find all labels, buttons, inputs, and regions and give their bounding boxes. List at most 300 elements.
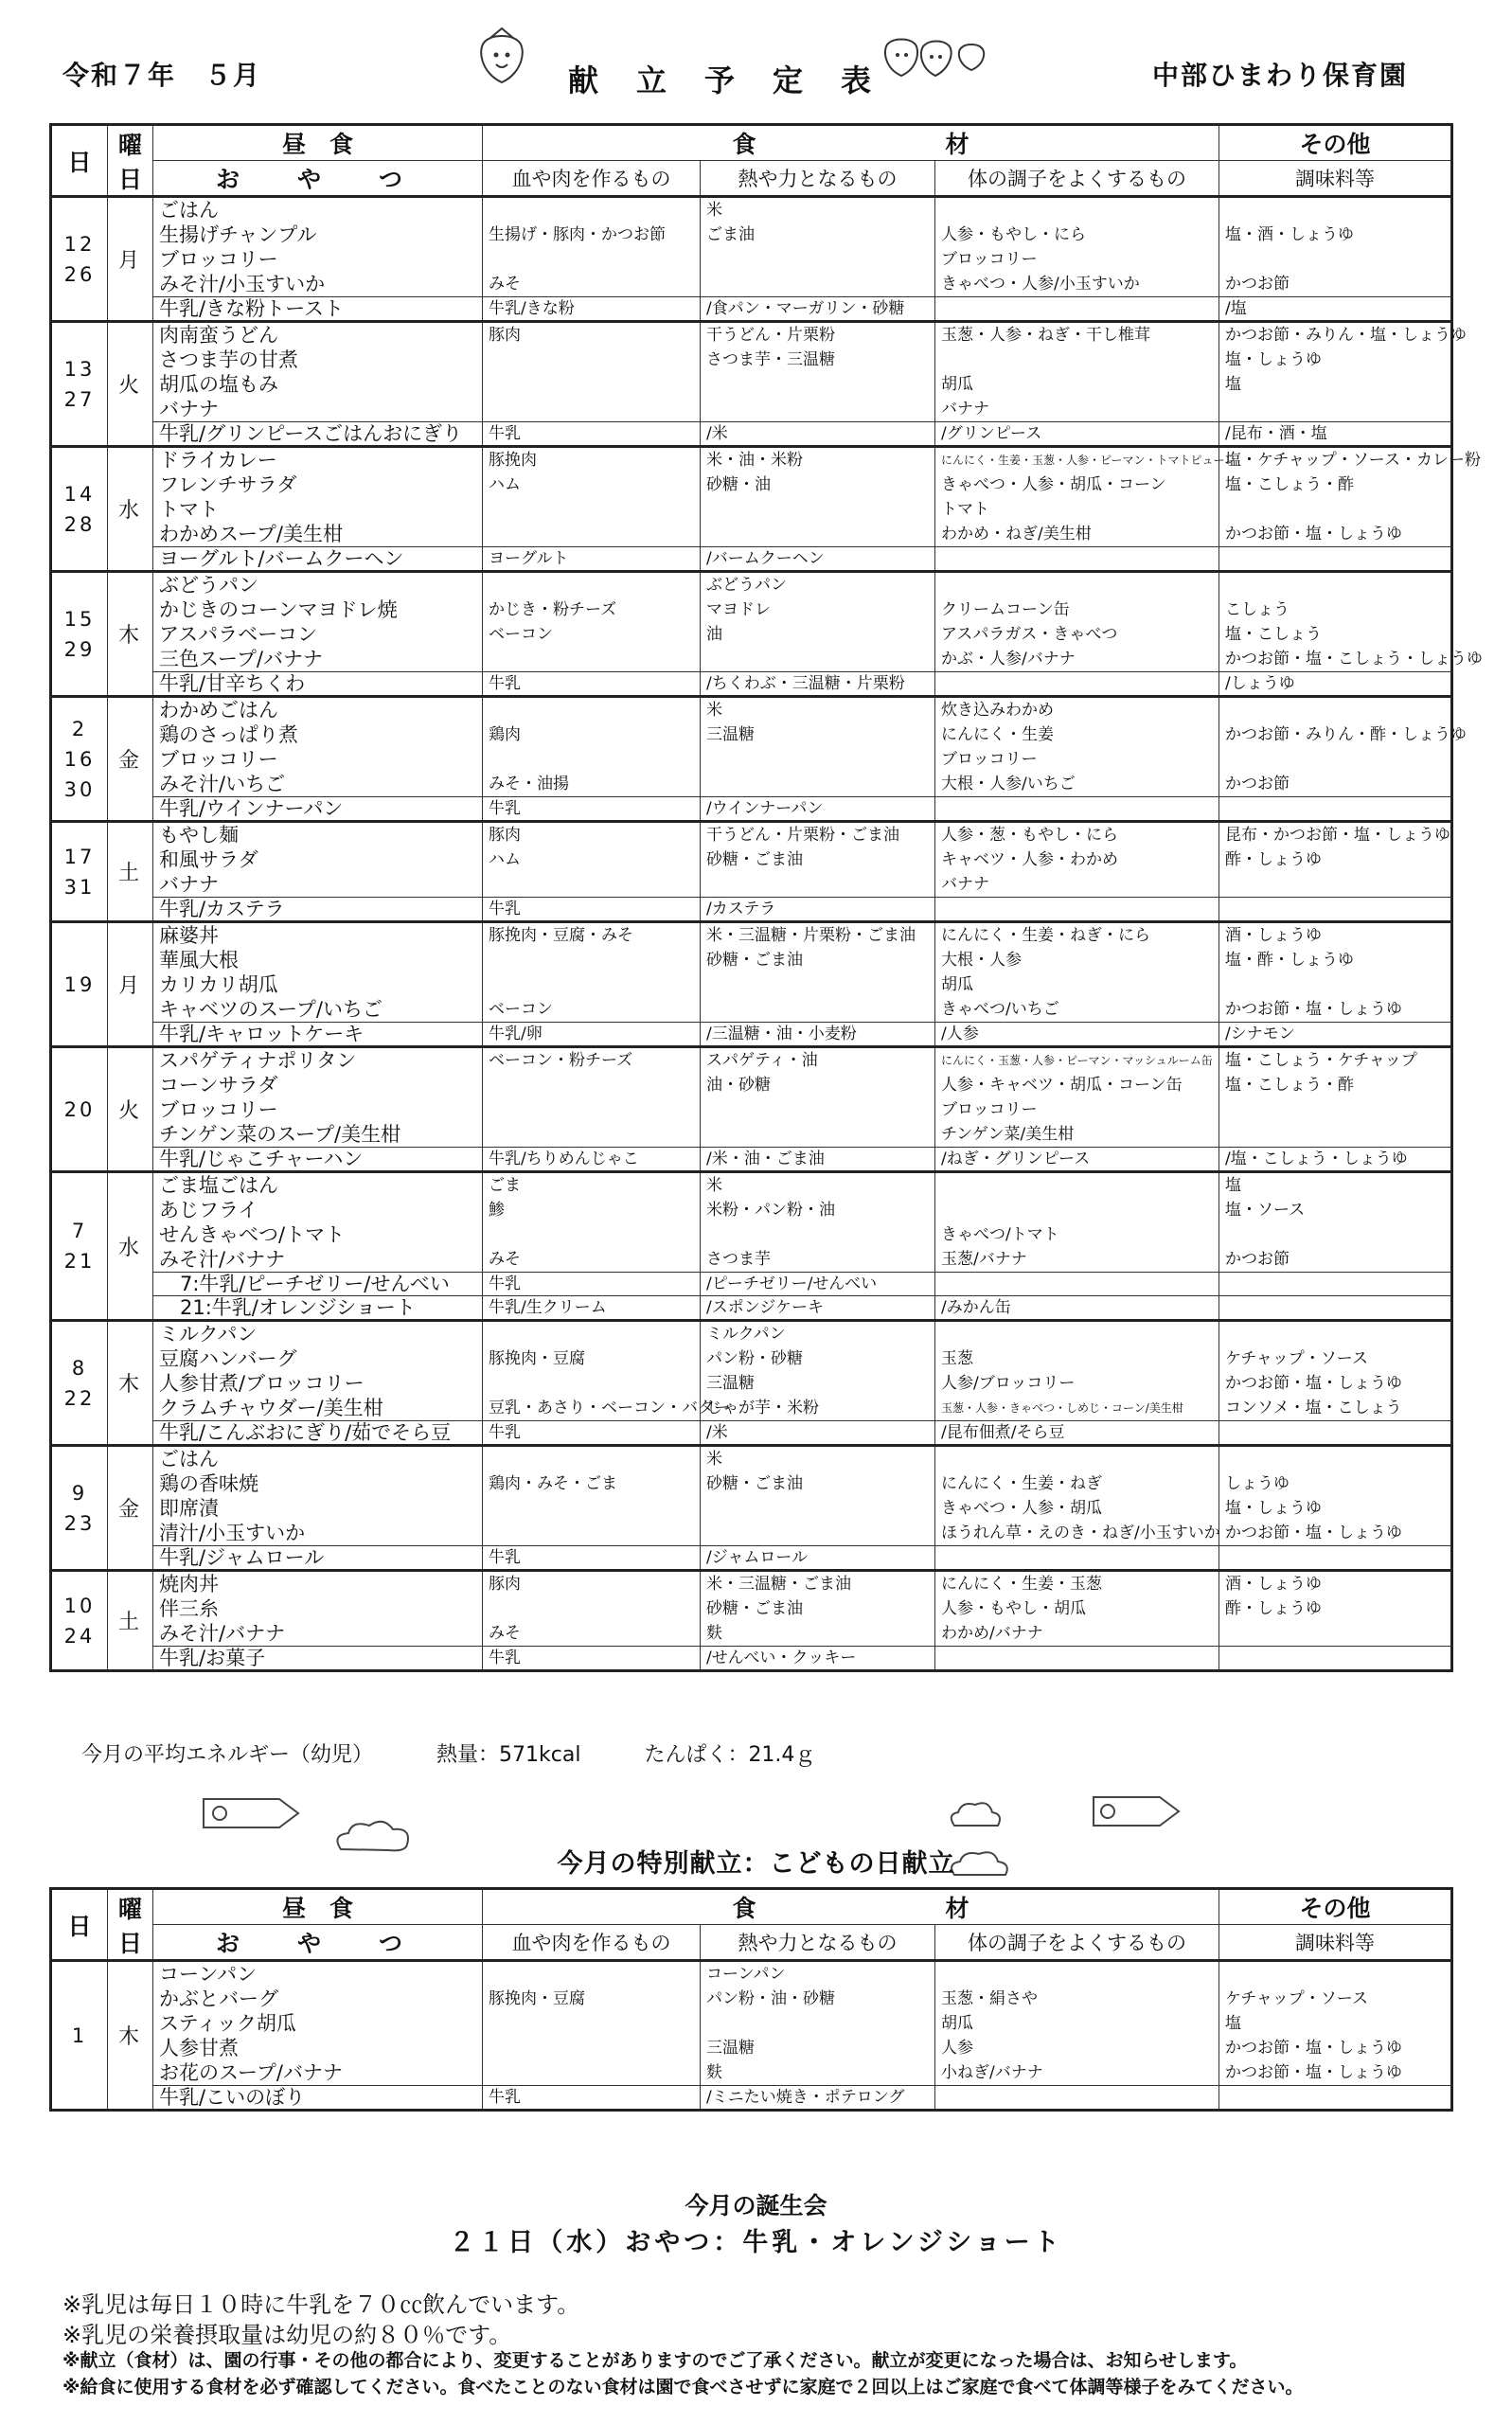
energy-ingredients-line [701,397,934,421]
blood-ingredients-line: ハム [489,475,521,494]
snack-row [51,1647,1452,1671]
seasoning-line: かつお節・塩・しょうゆ [1225,2063,1402,2082]
energy-ingredients-line: 三温糖 [706,1374,755,1393]
day-date [51,197,108,322]
energy-ingredients-line: 麩 [706,2063,722,2082]
condition-ingredients-line [935,348,1218,372]
strawberry-icon [473,21,530,87]
snack-energy: /食パン・マーガリン・砂糖 [701,297,935,322]
condition-ingredients [935,322,1219,422]
snack-energy: /ジャムロール [701,1546,935,1571]
day-row [51,1961,1452,2086]
condition-ingredients-line: 大根・人参/いちご [941,775,1076,793]
energy-ingredients-line [701,997,934,1022]
snack-energy: /ミニたい焼き・ポテロング [701,2086,935,2111]
day-date-number: 15 [63,607,96,631]
energy-ingredients-line: じゃが芋・米粉 [706,1399,819,1417]
snack-condition: /昆布佃煮/そら豆 [935,1421,1219,1446]
energy-ingredients-line: 干うどん・片栗粉・ごま油 [706,826,899,845]
seasoning [1219,1047,1452,1148]
blood-ingredients-line [483,348,700,372]
seasoning-line [1219,1621,1450,1646]
lunch-dishes-line: 華風大根 [159,949,239,971]
condition-ingredients-line: トマト [941,500,989,519]
day-date-number: 24 [63,1624,96,1648]
blood-ingredients-line: ベーコン [489,1000,553,1019]
seasoning-line: 塩・酒・しょうゆ [1225,225,1354,244]
snack-dish: 牛乳/お菓子 [153,1647,483,1671]
snack-blood: 牛乳 [483,797,701,822]
condition-ingredients-line: 人参・もやし・胡瓜 [941,1599,1086,1618]
blood-ingredients-line [483,1447,700,1471]
snack-seasoning [1219,1647,1452,1671]
lunch-dishes-line: バナナ [159,398,219,420]
energy-ingredients-line: マヨドレ [706,600,771,619]
seasoning-line [1219,1222,1450,1247]
seasoning-line: 昆布・かつお節・塩・しょうゆ [1225,826,1450,845]
blood-ingredients-line: 豚肉 [489,826,521,845]
day-date [51,822,108,922]
condition-ingredients-line: 人参・葱・もやし・にら [941,826,1118,845]
seasoning-line: かつお節 [1225,275,1290,294]
condition-ingredients-line: バナナ [941,400,989,419]
blood-ingredients-line: みそ [489,275,521,294]
day-date [51,1446,108,1571]
energy-ingredients-line: 三温糖 [706,2039,755,2058]
condition-ingredients-line: 人参・キャベツ・胡瓜・コーン缶 [941,1076,1183,1095]
seasoning-line: 塩・こしょう・酢 [1225,475,1354,494]
day-row [51,197,1452,297]
blood-ingredients-line [483,2011,700,2036]
condition-ingredients-line: きゃべつ・人参/小玉すいか [941,275,1140,294]
seasoning-header: 調味料等 [1219,161,1452,197]
condition-ingredients-line: 小ねぎ/バナナ [941,2063,1043,2082]
energy-ingredients-line [701,772,934,796]
day-date-number: 27 [63,387,96,411]
snack-blood: 牛乳 [483,1647,701,1671]
seasoning-line: かつお節・塩・しょうゆ [1225,1524,1402,1542]
lunch-dishes-line: アスパラベーコン [159,623,318,646]
snack-row [51,1023,1452,1047]
snack-dish: 牛乳/じゃこチャーハン [153,1148,483,1172]
day-date [51,572,108,697]
lunch-dishes-line: 胡瓜の塩もみ [159,373,278,396]
energy-ingredients [701,922,935,1023]
seasoning-line [1219,573,1450,597]
snack-blood: 牛乳 [483,1273,701,1296]
blood-ingredients [483,1321,730,1421]
lunch-dishes [153,322,483,422]
seasoning [1219,697,1467,797]
lunch-dishes-line: 人参甘煮 [159,2037,239,2059]
snack-row [51,1421,1452,1446]
snack-condition [935,1273,1219,1296]
condition-ingredients-line: きゃべつ・人参・胡瓜 [941,1499,1102,1518]
snack-energy: /三温糖・油・小麦粉 [701,1023,935,1047]
day-date-number: 16 [63,747,96,771]
day-date [51,1571,108,1671]
snack-seasoning: /塩・こしょう・しょうゆ [1219,1148,1452,1172]
snack-blood: 牛乳/きな粉 [483,297,701,322]
blood-ingredients [483,1571,701,1647]
snack-row [51,672,1452,697]
condition-ingredients-line: ほうれん草・えのき・ねぎ/小玉すいか [941,1524,1220,1542]
day-weekday: 金 [108,697,153,822]
day-date-number: 10 [63,1594,96,1617]
snack-row [51,547,1452,572]
blood-ingredients-line: 豚肉 [489,326,521,345]
seasoning-line [1219,698,1450,722]
blood-ingredients-line: ハム [489,850,521,869]
snack-row [51,898,1452,922]
snack-row [51,1273,1452,1296]
energy-ingredients [701,1047,935,1148]
day-date-number: 26 [63,262,96,286]
blood-ingredients-line [483,1496,700,1521]
blood-ingredients [483,822,701,898]
day-row [51,572,1452,672]
energy-ingredients-line: 米 [706,701,722,720]
lunch-dishes [153,1571,483,1647]
lunch-dishes-line: スパゲティナポリタン [159,1049,357,1072]
snack-seasoning [1219,2086,1452,2111]
snack-condition [935,2086,1219,2111]
snack-condition: /グリンピース [935,422,1219,447]
energy-ingredients-line: 米・三温糖・ごま油 [706,1575,851,1594]
seasoning-line: こしょう [1225,600,1290,619]
snack-dish: 牛乳/こいのぼり [153,2086,483,2111]
condition-ingredients-line [935,198,1218,223]
lunch-dishes [153,1446,483,1546]
strawberry-icon [881,23,994,80]
day-weekday: 月 [108,197,153,322]
lunch-dishes-line: もやし麺 [159,824,239,847]
lunch-dishes-line: 即席漬 [159,1497,219,1520]
weekday-header: 曜日 [108,125,153,197]
day-date [51,322,108,447]
snack-seasoning: /しょうゆ [1219,672,1452,697]
condition-ingredients [935,197,1219,297]
blood-ingredients-line [483,948,700,972]
day-row [51,922,1452,1023]
snack-blood: 牛乳/生クリーム [483,1296,701,1321]
blood-ingredients-line [483,247,700,272]
era-month: 令和７年 ５月 [62,60,262,91]
energy-ingredients [701,1446,935,1546]
blood-ingredients-line: ベーコン・粉チーズ [489,1051,633,1070]
condition-ingredients-line: 胡瓜 [941,2014,973,2033]
day-row [51,1047,1452,1148]
day-date [51,1172,108,1321]
energy-ingredients-line [701,272,934,296]
blood-ingredients [483,1047,701,1148]
snack-seasoning: /塩 [1219,297,1452,322]
blood-ingredients-line: ごま [489,1176,521,1195]
snack-energy: /バームクーヘン [701,547,935,572]
condition-ingredients [935,1571,1219,1647]
seasoning-line: かつお節・塩・しょうゆ [1225,525,1402,544]
snack-row [51,797,1452,822]
condition-ingredients-line: にんにく・生姜・ねぎ [941,1474,1102,1493]
seasoning-header: 調味料等 [1219,1925,1452,1961]
snack-row [51,1148,1452,1172]
seasoning [1219,197,1452,297]
seasoning-line [1219,1322,1450,1346]
snack-row [51,1296,1452,1321]
day-weekday: 月 [108,922,153,1047]
other-header: その他 [1219,125,1452,161]
condition-ingredients [935,1047,1219,1148]
energy-ingredients-line: 米・三温糖・片栗粉・ごま油 [706,926,916,945]
seasoning-line [1219,247,1450,272]
day-date-number: 14 [63,482,96,506]
snack-blood: 牛乳 [483,422,701,447]
snack-dish: 牛乳/こんぶおにぎり/茹でそら豆 [153,1421,483,1446]
seasoning-line: 塩・こしょう・酢 [1225,1076,1354,1095]
seasoning-line [1219,1097,1450,1122]
blood-ingredients [483,322,701,422]
seasoning-line: 塩 [1225,375,1241,394]
blood-ingredients-line: 鶏肉 [489,725,521,744]
blood-ingredients-line: 鯵 [489,1201,505,1220]
snack-blood: 牛乳 [483,1546,701,1571]
blood-ingredients [483,1446,701,1546]
blood-ingredients-line: 豚挽肉 [489,451,537,470]
day-date-number: 29 [63,637,96,661]
snack-dish: 牛乳/きな粉トースト [153,297,483,322]
condition-header: 体の調子をよくするもの [935,161,1219,197]
snack-blood: 牛乳 [483,2086,701,2111]
condition-ingredients-line: きゃべつ/いちご [941,1000,1059,1019]
blood-header: 血や肉を作るもの [483,161,701,197]
lunch-dishes-line: 三色スープ/バナナ [159,648,323,670]
snack-energy: /ピーチゼリー/せんべい [701,1273,935,1296]
seasoning-line [1219,972,1450,997]
lunch-dishes-line: バナナ [159,873,219,896]
condition-ingredients-line: バナナ [941,875,989,894]
lunch-dishes-line: キャベツのスープ/いちご [159,998,382,1021]
blood-ingredients-line: かじき・粉チーズ [489,600,617,619]
lunch-dishes-line: みそ汁/いちご [159,773,286,795]
energy-ingredients [701,322,935,422]
seasoning-line: 酒・しょうゆ [1225,1575,1322,1594]
lunch-dishes [153,1321,483,1421]
day-row [51,322,1452,422]
blood-ingredients-line [483,1962,700,1987]
seasoning-line [1219,198,1450,223]
lunch-dishes-line: わかめスープ/美生柑 [159,523,343,545]
energy-calories: 熱量：571kcal [436,1743,581,1767]
blood-ingredients-line [483,1322,700,1346]
lunch-dishes-line: トマト [159,498,219,521]
cloud-icon [947,1797,1004,1829]
day-row [51,1172,1452,1273]
seasoning [1219,922,1452,1023]
snack-dish: 牛乳/カステラ [153,898,483,922]
lunch-dishes-line: さつま芋の甘煮 [159,348,298,371]
snack-energy: /スポンジケーキ [701,1296,935,1321]
blood-ingredients-line [483,2060,700,2085]
seasoning-line: かつお節・塩・しょうゆ [1225,1000,1402,1019]
lunch-dishes [153,1047,483,1148]
lunch-dishes [153,572,483,672]
lunch-dishes-line: みそ汁/バナナ [159,1622,286,1645]
seasoning [1219,1172,1452,1273]
day-weekday: 木 [108,1321,153,1446]
snack-energy: /米 [701,1421,935,1446]
blood-ingredients-line [483,1222,700,1247]
day-date-number: 31 [63,875,96,899]
blood-ingredients-line: 生揚げ・豚肉・かつお節 [489,225,666,244]
day-date-number: 22 [63,1386,96,1410]
day-date [51,1047,108,1172]
snack-seasoning [1219,1421,1452,1446]
snack-energy: /ちくわぶ・三温糖・片栗粉 [701,672,935,697]
lunch-dishes-line: 焼肉丼 [159,1573,219,1595]
seasoning-line: 塩・ソース [1225,1201,1306,1220]
condition-ingredients-line: 大根・人参 [941,951,1022,970]
lunch-dishes-line: 伴三糸 [159,1597,219,1620]
energy-ingredients [701,572,935,672]
condition-ingredients [935,822,1219,898]
day-date-number: 9 [71,1481,88,1505]
blood-ingredients-line: ベーコン [489,625,553,644]
lunch-dishes [153,822,483,898]
energy-ingredients-line [701,2011,934,2036]
condition-ingredients-line [935,1447,1218,1471]
seasoning [1219,1321,1452,1421]
special-menu-title: 今月の特別献立：こどもの日献立 [557,1849,955,1879]
snack-energy: /カステラ [701,898,935,922]
energy-ingredients [701,697,935,797]
koinobori-icon [1089,1788,1183,1835]
blood-ingredients-line [483,1122,700,1147]
condition-ingredients-line: にんにく・玉葱・人参・ピーマン・マッシュルーム缶 [941,1054,1213,1067]
snack-row [51,297,1452,322]
energy-ingredients-line: 砂糖・ごま油 [706,1474,803,1493]
energy-ingredients [701,197,935,297]
seasoning [1219,822,1452,898]
condition-ingredients-line: チンゲン菜/美生柑 [941,1125,1075,1144]
day-date [51,922,108,1047]
lunch-dishes-line: コーンパン [159,1963,258,1986]
lunch-dishes-line: 鶏の香味焼 [159,1472,258,1495]
energy-ingredients-line: パン粉・砂糖 [706,1349,803,1368]
condition-ingredients-line: 玉葱/バナナ [941,1250,1027,1269]
lunch-dishes-line: みそ汁/バナナ [159,1248,286,1271]
energy-ingredients-line: 砂糖・ごま油 [706,850,803,869]
lunch-dishes-line: ブロッコリー [159,248,278,271]
energy-ingredients-line: ぶどうパン [706,576,787,595]
lunch-dishes-line: かぶとバーグ [159,1987,278,2010]
condition-ingredients [935,572,1219,672]
blood-ingredients-line [483,747,700,772]
lunch-header: 昼 食 [153,125,483,161]
blood-ingredients-line [483,698,700,722]
seasoning-line [1219,1447,1450,1471]
day-date-number: 12 [63,232,96,256]
snack-energy: /米・油・ごま油 [701,1148,935,1172]
day-date [51,1961,108,2111]
snack-condition: /みかん缶 [935,1296,1219,1321]
seasoning-line: かつお節 [1225,1250,1290,1269]
day-date-number: 28 [63,512,96,536]
day-date-number: 1 [71,2023,88,2047]
condition-ingredients-line [935,1322,1218,1346]
lunch-dishes-line: せんきゃべつ/トマト [159,1223,346,1246]
note-infant-milk: ※乳児は毎日１０時に牛乳を７０㏄飲んでいます。 [62,2291,580,2318]
snack-seasoning: /シナモン [1219,1023,1452,1047]
snack-condition [935,797,1219,822]
seasoning-line: かつお節・みりん・酢・しょうゆ [1225,725,1467,744]
seasoning [1219,1571,1452,1647]
day-weekday: 木 [108,572,153,697]
energy-protein: たんぱく：21.4ｇ [644,1743,816,1767]
seasoning-line: ケチャップ・ソース [1225,1989,1368,2008]
seasoning-line: 塩 [1225,2014,1241,2033]
day-date-number: 7 [71,1220,88,1242]
energy-ingredients-line [701,1122,934,1147]
day-date-number: 30 [63,777,96,801]
energy-ingredients-line: 米 [706,1176,722,1195]
lunch-dishes-line: ごはん [159,199,219,222]
seasoning-line: 塩・酢・しょうゆ [1225,951,1354,970]
snack-condition [935,672,1219,697]
lunch-dishes-line: 豆腐ハンバーグ [159,1347,297,1370]
condition-ingredients-line: アスパラガス・きゃべつ [941,625,1118,644]
condition-ingredients-line: にんにく・生姜・玉葱 [941,1575,1102,1594]
note-allergy-check: ※給食に使用する食材を必ず確認してください。食べたことのない食材は園で食べさせずに家庭で２回以上はご家庭で食べて体調等様子をみてください。 [62,2377,1304,2397]
seasoning [1219,322,1467,422]
snack-condition [935,898,1219,922]
note-infant-nutrition: ※乳児の栄養摂取量は幼児の約８０％です。 [62,2322,512,2348]
condition-ingredients-line: 玉葱・人参・ねぎ・干し椎茸 [941,326,1150,345]
energy-ingredients-line: 米 [706,1450,722,1469]
condition-ingredients-line: にんにく・生姜・玉葱・人参・ピーマン・トマトピューレ [941,454,1236,467]
lunch-dishes-line: 鶏のさっぱり煮 [159,723,298,746]
lunch-dishes-line: みそ汁/小玉すいか [159,273,326,295]
snack-seasoning [1219,1296,1452,1321]
blood-ingredients-line [483,647,700,671]
lunch-dishes-line: コーンサラダ [159,1074,278,1096]
energy-ingredients-line [701,872,934,897]
condition-ingredients-line: 胡瓜 [941,975,973,994]
day-weekday: 土 [108,1571,153,1671]
energy-ingredients-line: 米粉・パン粉・油 [706,1201,835,1220]
lunch-dishes-line: 麻婆丼 [159,924,219,947]
lunch-dishes-line: カリカリ胡瓜 [159,973,278,996]
seasoning-line: かつお節 [1225,775,1290,793]
snack-dish: 牛乳/キャロットケーキ [153,1023,483,1047]
snack-blood: 牛乳 [483,1421,701,1446]
energy-ingredients-line: 油 [706,625,722,644]
day-date-number: 19 [63,972,96,996]
lunch-dishes [153,447,483,547]
condition-ingredients-line: にんにく・生姜 [941,725,1054,744]
condition-ingredients-line: ブロッコリー [941,750,1038,769]
condition-ingredients-line: わかめ/バナナ [941,1624,1043,1643]
day-date-number: 17 [63,845,96,868]
condition-ingredients [935,922,1219,1023]
other-header: その他 [1219,1889,1452,1925]
blood-ingredients-line: 鶏肉・みそ・ごま [489,1474,617,1493]
snack-dish: 21:牛乳/オレンジショート [153,1296,483,1321]
seasoning-line [1219,1962,1450,1987]
snack-blood: 牛乳 [483,672,701,697]
seasoning-line: 塩・しょうゆ [1225,1499,1322,1518]
blood-ingredients-line [483,2036,700,2060]
snack-blood: 牛乳/ちりめんじゃこ [483,1148,701,1172]
